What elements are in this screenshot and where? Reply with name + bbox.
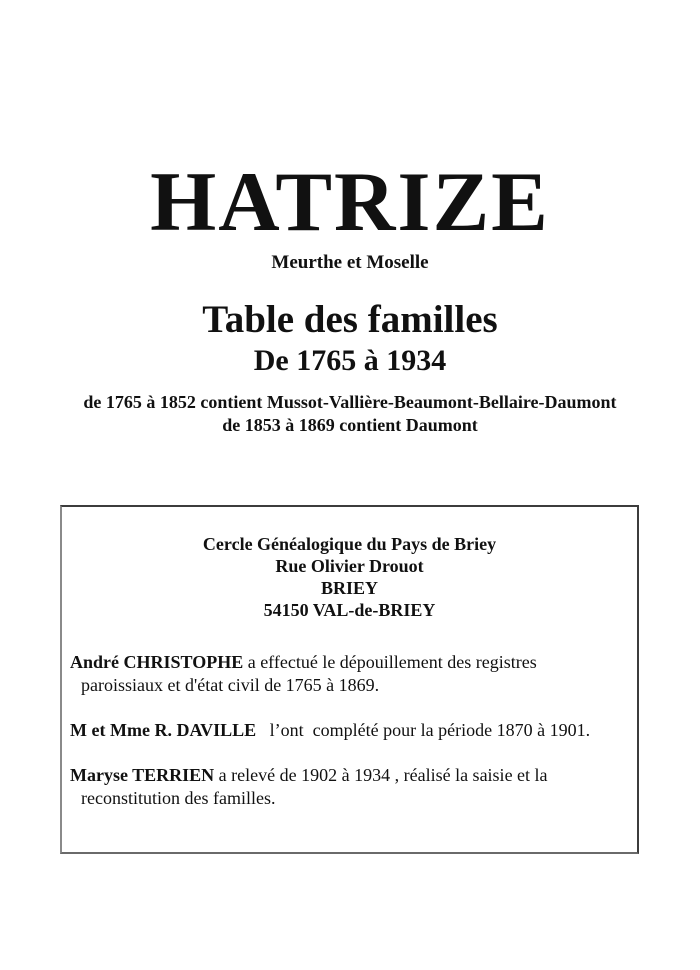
credit-paragraph	[70, 764, 627, 810]
contributor-name: M et Mme R. DAVILLE	[70, 720, 257, 740]
organization-postal-city: 54150 VAL-de-BRIEY	[263, 600, 436, 620]
contribution-text: l’ont complété pour la période 1870 à 1901.	[256, 720, 591, 740]
credit-paragraph	[70, 719, 627, 742]
contribution-text: a effectué le dépouillement des registres	[243, 652, 537, 672]
page-title: HATRIZE	[150, 155, 550, 249]
date-range: De 1765 à 1934	[253, 344, 447, 377]
organization-street: Rue Olivier Drouot	[275, 556, 424, 576]
contributor-name: Maryse TERRIEN	[70, 765, 215, 785]
contribution-text: a relevé de 1902 à 1934 , réalisé la saisie et la	[214, 765, 548, 785]
credits-box	[60, 505, 639, 854]
organization-name: Cercle Généalogique du Pays de Briey	[202, 534, 497, 554]
contributor-name: André CHRISTOPHE	[70, 652, 244, 672]
region-subtitle: Meurthe et Moselle	[271, 252, 429, 273]
credit-paragraph	[70, 651, 627, 697]
contribution-text-continued: paroissiaux et d'état civil de 1765 à 1869.	[81, 675, 380, 695]
organization-address	[62, 533, 637, 621]
credits-list	[62, 651, 637, 810]
contribution-text-continued: reconstitution des familles.	[81, 788, 276, 808]
contents-note-line2: de 1853 à 1869 contient Daumont	[222, 415, 478, 435]
contents-note-line1: de 1765 à 1852 contient Mussot-Vallière-Beaumont-Bellaire-Daumont	[83, 392, 617, 412]
organization-city: BRIEY	[320, 578, 378, 598]
section-title: Table des familles	[202, 298, 498, 341]
